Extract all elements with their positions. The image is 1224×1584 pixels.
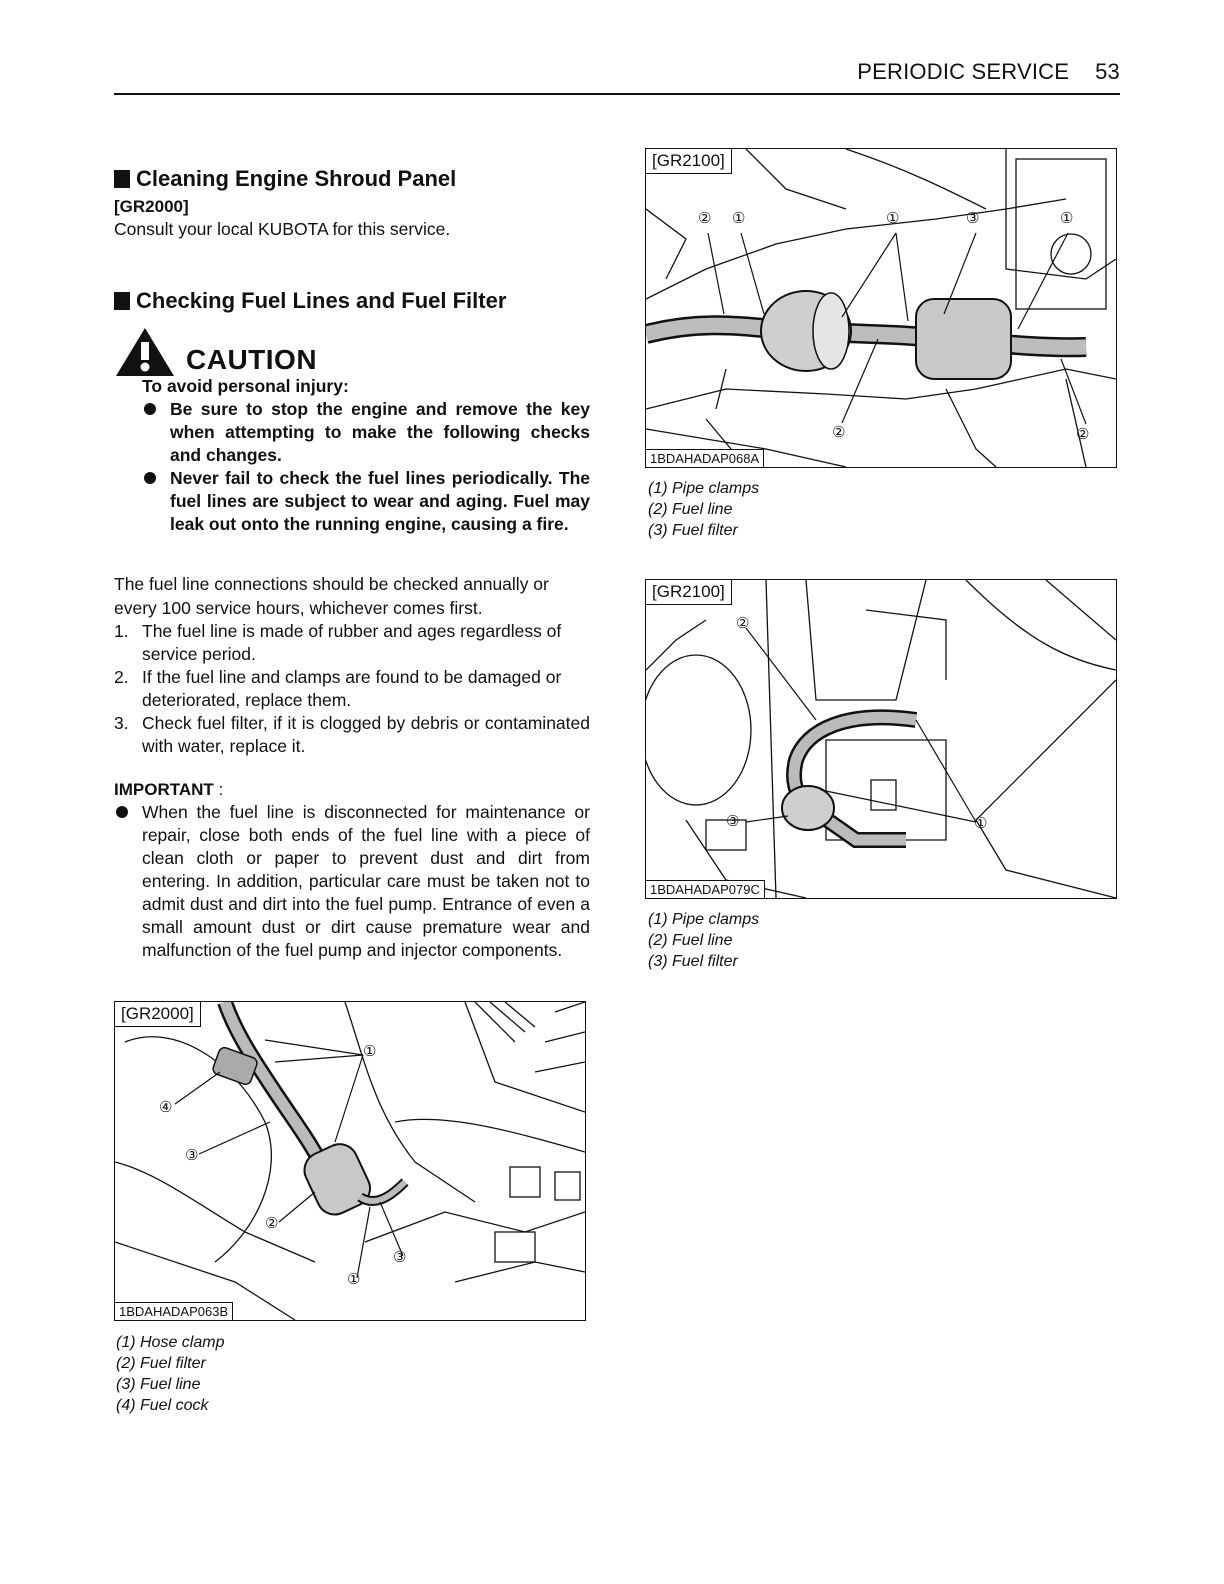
step-item: 3. Check fuel filter, if it is clogged by debris or contaminated with water, replace it. <box>114 713 590 756</box>
figure-code: 1BDAHADAP079C <box>646 880 765 898</box>
page-number: 53 <box>1095 59 1120 84</box>
important-item: When the fuel line is disconnected for maintenance or repair, close both ends of the fuel line with a piece of clean cloth or paper to prevent dust and dirt from entering. In addition, particular care must be taken not to admit dust and dirt into the fuel pump. Entrance of even a small amount dust or dirt cause premature wear and malfunction of the fuel pump and injector components. <box>114 801 590 962</box>
fuel-heading: Checking Fuel Lines and Fuel Filter <box>114 288 590 314</box>
figure-caption: (1) Pipe clamps (2) Fuel line (3) Fuel filter <box>648 480 760 539</box>
caution-block <box>114 326 590 536</box>
figure-gr2000-fuel-filter <box>114 1001 586 1321</box>
figure-model-tag: [GR2000] <box>115 1002 201 1027</box>
figure-caption: (1) Pipe clamps (2) Fuel line (3) Fuel filter <box>648 911 760 970</box>
bullet-icon <box>116 806 128 818</box>
figure-gr2100-fuel-line-1 <box>645 148 1117 468</box>
callout-label: ② <box>832 424 846 441</box>
bullet-icon <box>144 403 156 415</box>
step-item: 2. If the fuel line and clamps are found to be damaged or deteriorated, replace them. <box>114 667 562 710</box>
running-header <box>857 59 1120 85</box>
callout-label: ① <box>347 1271 361 1288</box>
callout-label: ② <box>736 615 750 632</box>
figure-code: 1BDAHADAP063B <box>115 1302 233 1320</box>
shroud-heading: Cleaning Engine Shroud Panel <box>114 166 590 192</box>
figure-model-tag: [GR2100] <box>646 149 732 174</box>
callout-label: ② <box>265 1215 279 1232</box>
callout-label: ② <box>1076 426 1090 443</box>
figure-caption: (1) Hose clamp (2) Fuel filter (3) Fuel line (4) Fuel cock <box>116 1334 225 1414</box>
figure-code: 1BDAHADAP068A <box>646 449 764 467</box>
callout-label: ③ <box>393 1249 407 1266</box>
square-bullet-icon <box>114 170 130 188</box>
section-title: PERIODIC SERVICE <box>857 59 1070 84</box>
caution-title: CAUTION <box>186 344 318 375</box>
step-item: 1. The fuel line is made of rubber and ages regardless of service period. <box>114 621 562 664</box>
shroud-text: Consult your local KUBOTA for this service. <box>114 219 451 239</box>
callout-label: ③ <box>966 210 980 227</box>
callout-label: ① <box>886 210 900 227</box>
fuel-instructions <box>114 572 590 758</box>
callout-label: ③ <box>726 813 740 830</box>
callout-label: ④ <box>159 1099 173 1116</box>
header-rule <box>114 93 1120 95</box>
fuel-line-illustration <box>646 149 1116 467</box>
warning-triangle-icon <box>114 326 176 378</box>
square-bullet-icon <box>114 292 130 310</box>
callout-label: ① <box>732 210 746 227</box>
important-block: IMPORTANT : When the fuel line is disconnected for maintenance or repair, close both ends of the fuel line with a piece of clean cloth or paper to prevent dust and dirt from entering. In addition, particular care must be taken not to admit dust and dirt into the fuel pump. Entrance of even a small amount dust or dirt cause premature wear and malfunction of the fuel pump and injector components. <box>114 780 590 960</box>
callout-label: ① <box>1060 210 1074 227</box>
callout-label: ② <box>698 210 712 227</box>
callout-label: ③ <box>185 1147 199 1164</box>
figure-gr2100-fuel-line-2 <box>645 579 1117 899</box>
caution-item: Be sure to stop the engine and remove the key when attempting to make the following checks and changes. <box>142 398 590 467</box>
caution-item: Never fail to check the fuel lines periodically. The fuel lines are subject to wear and aging. Fuel may leak out onto the running engine, causing a fire. <box>142 467 590 536</box>
bullet-icon <box>144 472 156 484</box>
important-label: IMPORTANT <box>114 780 214 799</box>
figure-model-tag: [GR2100] <box>646 580 732 605</box>
callout-label: ① <box>974 815 988 832</box>
callout-label: ① <box>363 1043 377 1060</box>
caution-lead: To avoid personal injury: <box>142 376 349 396</box>
fuel-section <box>114 288 590 314</box>
fuel-filter-illustration <box>646 580 1116 898</box>
shroud-section <box>114 166 590 241</box>
fuel-intro: The fuel line connections should be checked annually or every 100 service hours, whichever comes first. <box>114 574 549 618</box>
shroud-model: [GR2000] <box>114 197 189 216</box>
